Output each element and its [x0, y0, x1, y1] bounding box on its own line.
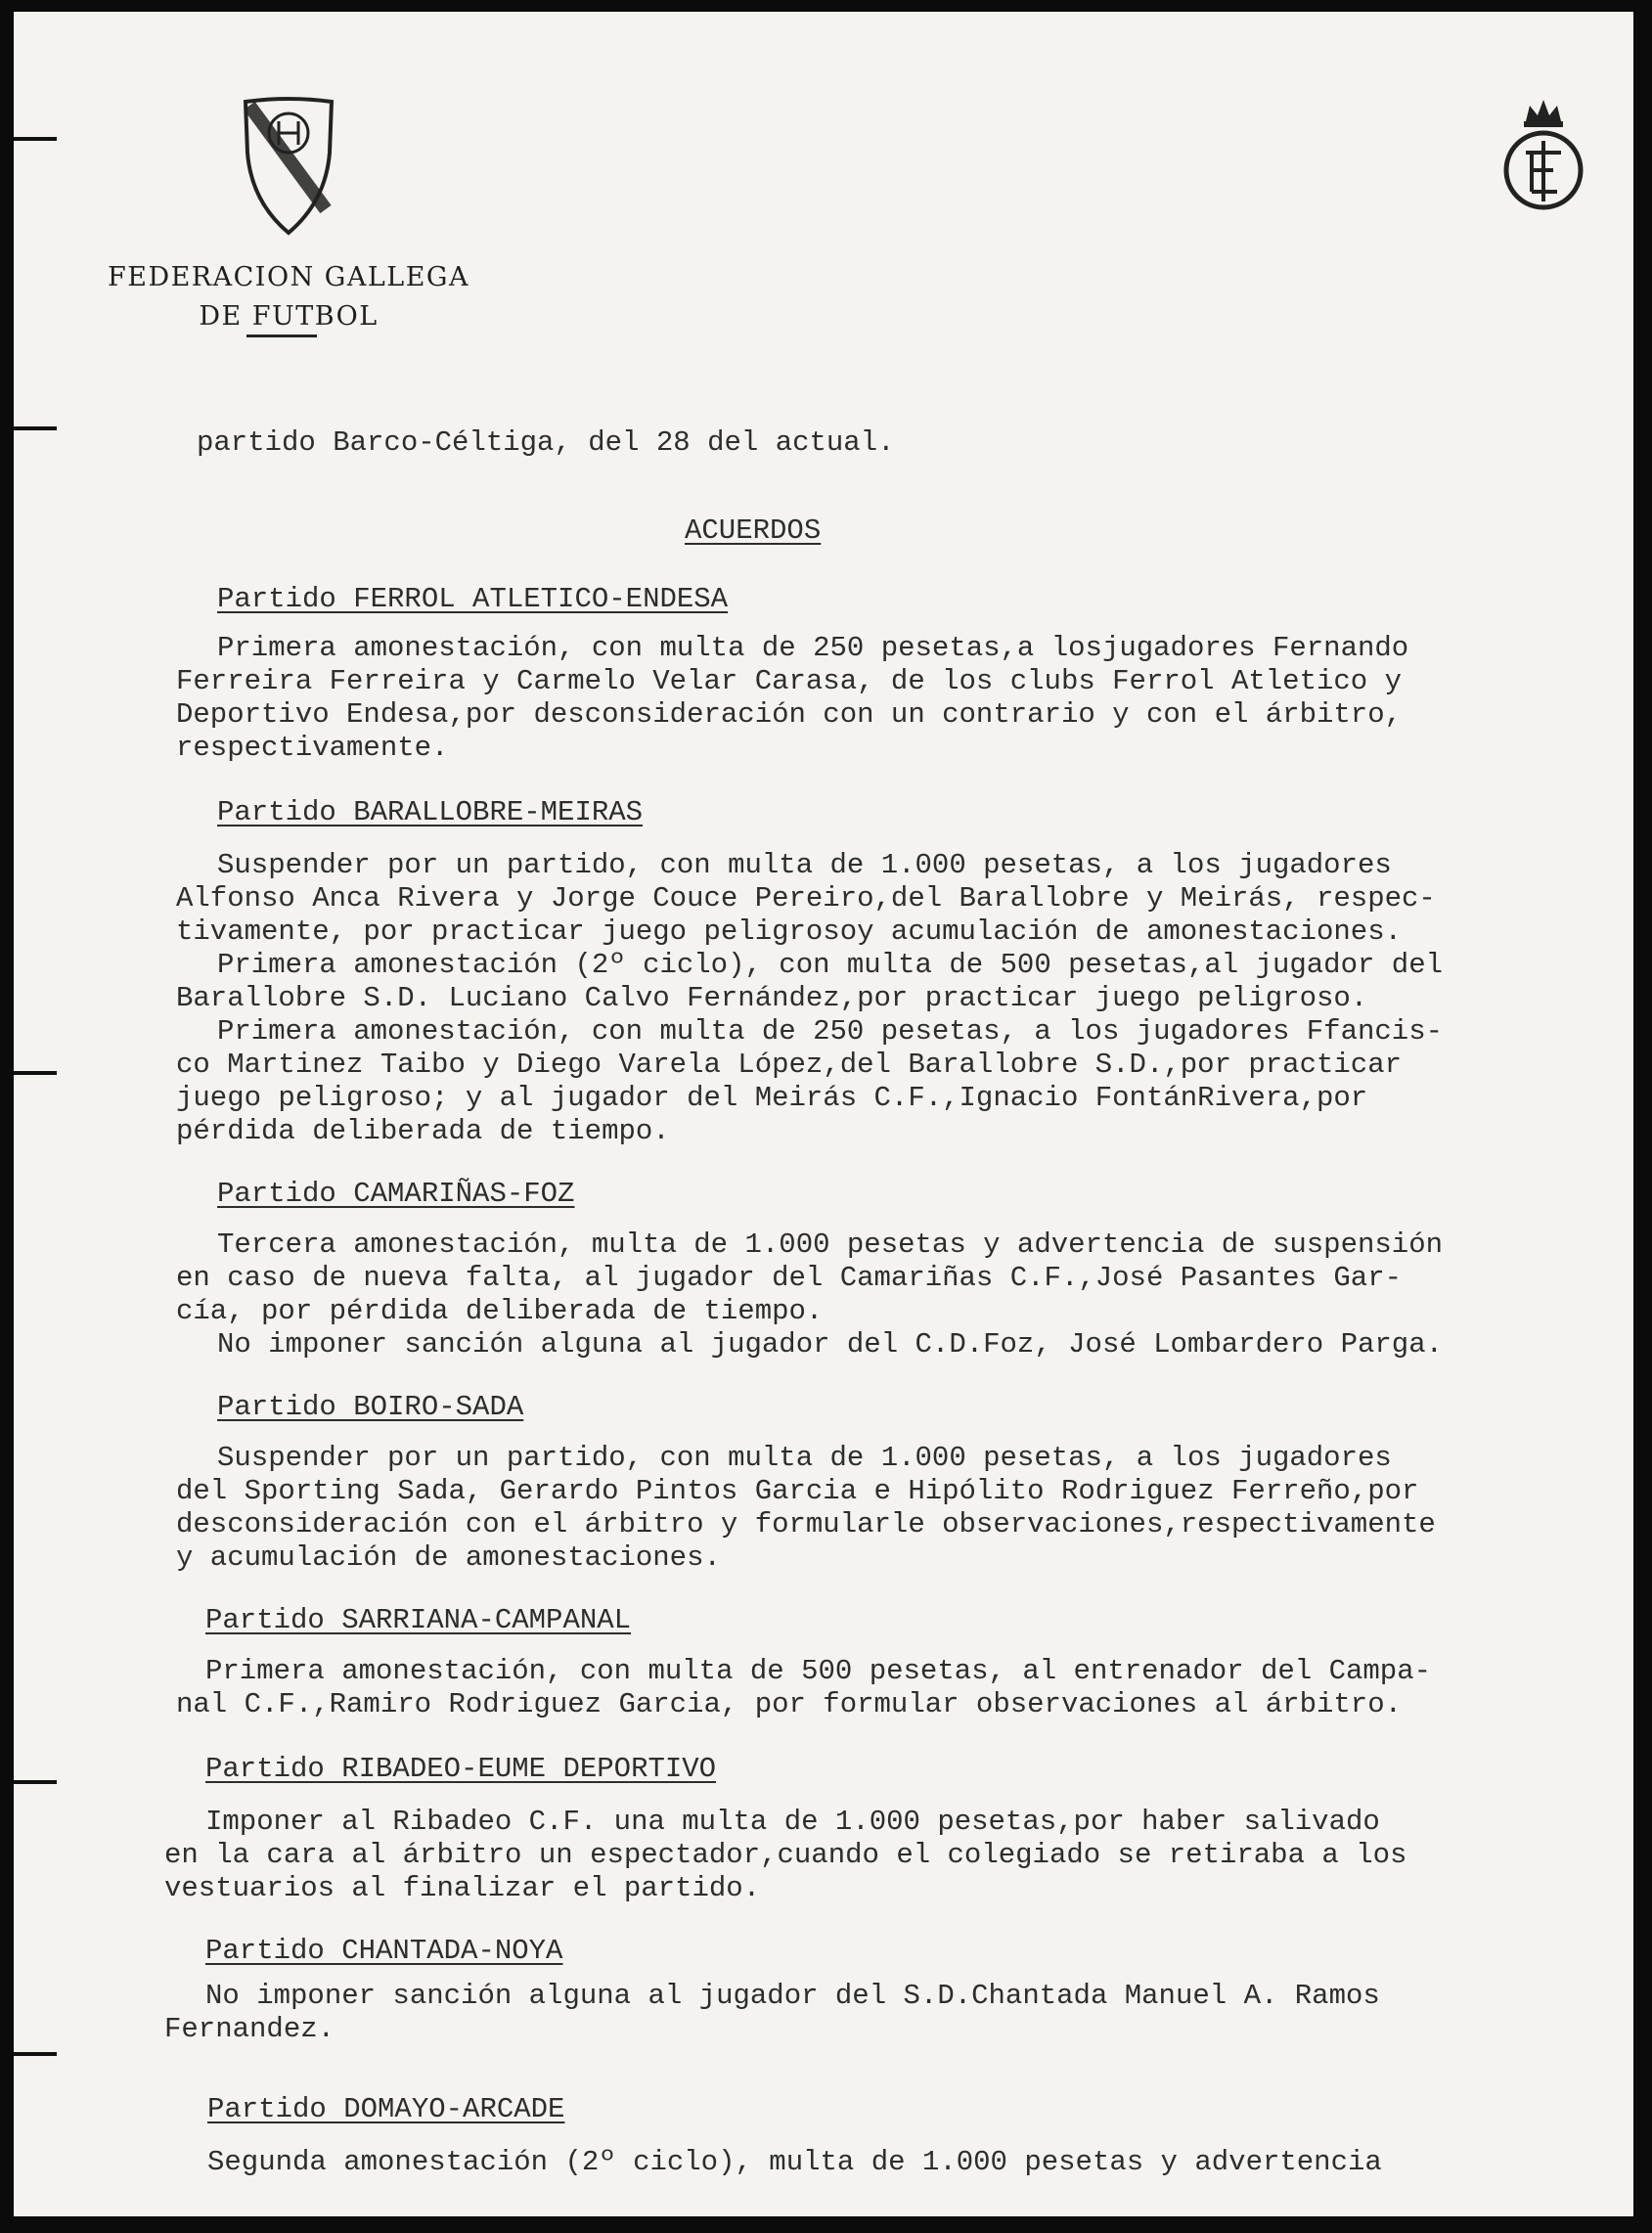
paragraph-line: en la cara al árbitro un espectador,cuando el colegiado se retiraba a los — [164, 1839, 1407, 1871]
paragraph-line: Alfonso Anca Rivera y Jorge Couce Pereiro,del Barallobre y Meirás, respec- — [176, 882, 1436, 915]
federation-name-line2: DE FUTBOL — [199, 301, 379, 332]
section-title: Partido SARRIANA-CAMPANAL — [205, 1604, 632, 1636]
paragraph-line: Primera amonestación (2º ciclo), con multa de 500 pesetas,al jugador del — [217, 949, 1444, 981]
paragraph-line: No imponer sanción alguna al jugador del S.D.Chantada Manuel A. Ramos — [205, 1980, 1380, 2012]
section-title: Partido RIBADEO-EUME DEPORTIVO — [205, 1753, 717, 1785]
paragraph-line: tivamente, por practicar juego peligrosoy acumulación de amonestaciones. — [176, 916, 1403, 948]
paragraph-line: y acumulación de amonestaciones. — [176, 1541, 721, 1574]
paragraph-line: Segunda amonestación (2º ciclo), multa de 1.000 pesetas y advertencia — [207, 2146, 1382, 2178]
paragraph-line: Fernandez. — [164, 2013, 335, 2045]
paragraph-line: en caso de nueva falta, al jugador del Camariñas C.F.,José Pasantes Gar- — [176, 1262, 1403, 1294]
section-title: Partido BOIRO-SADA — [217, 1391, 524, 1423]
binder-hole-mark — [14, 1071, 57, 1075]
federation-name-line1: FEDERACION GALLEGA — [108, 262, 469, 292]
section-title: Partido DOMAYO-ARCADE — [207, 2093, 565, 2125]
paragraph-line: respectivamente. — [176, 732, 449, 764]
paragraph-line: Ferreira Ferreira y Carmelo Velar Carasa, de los clubs Ferrol Atletico y — [176, 665, 1403, 697]
section-title: Partido BARALLOBRE-MEIRAS — [217, 796, 644, 828]
paragraph-line: del Sporting Sada, Gerardo Pintos Garcia e Hipólito Rodriguez Ferreño,por — [176, 1475, 1419, 1507]
paragraph-line: Primera amonestación, con multa de 250 pesetas, a los jugadores Ffancis- — [217, 1015, 1444, 1048]
federation-shield-logo — [240, 94, 337, 237]
paragraph-line: Tercera amonestación, multa de 1.000 pesetas y advertencia de suspensión — [217, 1228, 1444, 1261]
acuerdos-heading: ACUERDOS — [685, 514, 822, 547]
section-title: Partido CAMARIÑAS-FOZ — [217, 1178, 575, 1210]
section-title: Partido FERROL ATLETICO-ENDESA — [217, 583, 729, 615]
paragraph-line: Barallobre S.D. Luciano Calvo Fernández,por practicar juego peligroso. — [176, 982, 1368, 1014]
binder-hole-mark — [14, 1780, 57, 1784]
binder-hole-mark — [14, 426, 57, 430]
paragraph-line: nal C.F.,Ramiro Rodriguez Garcia, por formular observaciones al árbitro. — [176, 1688, 1403, 1720]
section-title: Partido CHANTADA-NOYA — [205, 1935, 563, 1967]
paragraph-line: Suspender por un partido, con multa de 1.000 pesetas, a los jugadores — [217, 849, 1392, 881]
federation-name — [78, 258, 499, 336]
header-divider — [246, 335, 317, 337]
intro-line: partido Barco-Céltiga, del 28 del actual. — [197, 426, 895, 459]
paragraph-line: No imponer sanción alguna al jugador del C.D.Foz, José Lombardero Parga. — [217, 1328, 1444, 1361]
paragraph-line: desconsideración con el árbitro y formularle observaciones,respectivamente — [176, 1508, 1436, 1541]
paragraph-line: cía, por pérdida deliberada de tiempo. — [176, 1295, 824, 1327]
paragraph-line: Primera amonestación, con multa de 250 pesetas,a losjugadores Fernando — [217, 632, 1409, 664]
binder-hole-mark — [14, 137, 57, 141]
paragraph-line: juego peligroso; y al jugador del Meirás C.F.,Ignacio FontánRivera,por — [176, 1082, 1368, 1114]
paragraph-line: Imponer al Ribadeo C.F. una multa de 1.000 pesetas,por haber salivado — [205, 1806, 1380, 1838]
paragraph-line: pérdida deliberada de tiempo. — [176, 1115, 670, 1147]
paragraph-line: Primera amonestación, con multa de 500 pesetas, al entrenador del Campa- — [205, 1655, 1432, 1687]
document-page — [14, 12, 1633, 2216]
binder-hole-mark — [14, 2052, 57, 2056]
paragraph-line: co Martinez Taibo y Diego Varela López,del Barallobre S.D.,por practicar — [176, 1049, 1403, 1081]
royal-crown-emblem — [1496, 92, 1590, 215]
paragraph-line: vestuarios al finalizar el partido. — [164, 1872, 761, 1904]
paragraph-line: Suspender por un partido, con multa de 1.000 pesetas, a los jugadores — [217, 1442, 1392, 1474]
paragraph-line: Deportivo Endesa,por desconsideración con un contrario y con el árbitro, — [176, 698, 1403, 731]
